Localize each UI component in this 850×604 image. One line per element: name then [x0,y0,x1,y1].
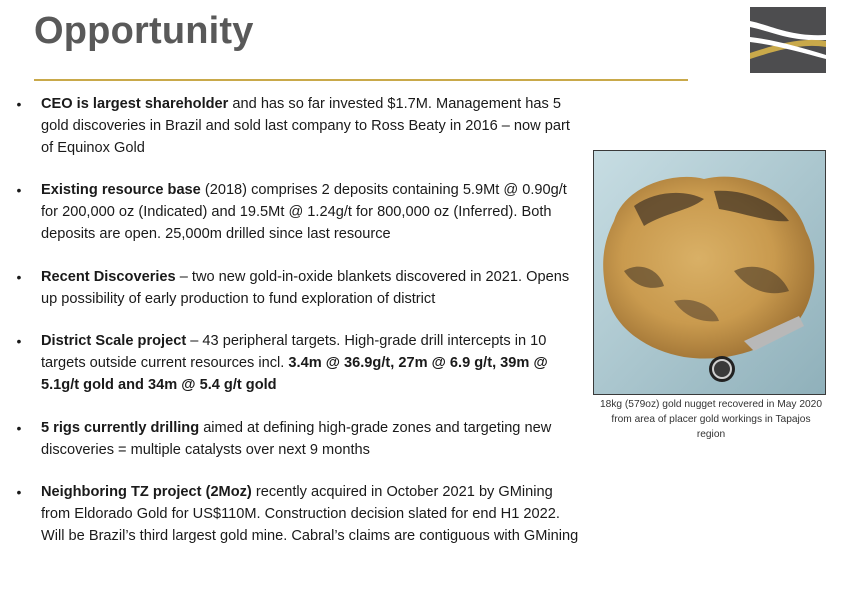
bullet-heading: 5 rigs currently drilling [41,419,200,436]
bullet-list [14,94,582,569]
bullet-rigs-drilling [14,418,582,462]
photo-caption: 18kg (579oz) gold nugget recovered in May 2020 from area of placer gold workings in Tapajos region [599,399,822,440]
bullet-heading: Neighboring TZ project (2Moz) [41,484,252,501]
bullet-text: and has so far invested $1.7M. Management has 5 gold discoveries in Brazil and sold last company to Ross Beaty in 2016 – now part of Equinox Gold [41,96,570,156]
bullet-heading: Recent Discoveries [41,268,176,285]
bullet-heading: District Scale project [41,333,187,350]
title-underline [34,79,688,81]
bullet-text: – two new gold-in-oxide blankets discovered in 2021. Opens up possibility of early production to fund exploration of district [41,268,570,307]
company-logo-icon [750,7,826,73]
bullet-tz-project [14,482,582,547]
gold-nugget-photo [593,150,826,395]
slide-title: Opportunity [34,10,254,52]
bullet-marker: • [16,484,22,501]
bullet-district-scale [14,331,582,396]
bullet-text: (2018) comprises 2 deposits containing 5.9Mt @ 0.90g/t for 200,000 oz (Indicated) and 19.5Mt @ 1.24g/t for 800,000 oz (Inferred). Both deposits are open. 25,000m drilled since last resource [41,182,567,242]
bullet-marker: • [16,268,22,285]
bullet-text: recently acquired in October 2021 by GMining from Eldorado Gold for US$110M. Construction decision slated for end H1 2022. Will be Brazil’s third largest gold mine. Cabral’s claims are contiguous with GMining [41,484,579,544]
bullet-marker: • [16,182,22,199]
gold-nugget-image-icon [594,151,826,395]
bullet-resource-base [14,180,582,245]
bullet-highlight: 3.4m @ 36.9g/t, 27m @ 6.9 g/t, 39m @ 5.1g/t gold and 34m @ 5.4 g/t gold [41,355,548,393]
bullet-heading: CEO is largest shareholder [41,96,229,112]
bullet-text: – 43 peripheral targets. High-grade drill intercepts in 10 targets outside current resources incl. [41,333,547,372]
bullet-recent-discoveries [14,267,582,311]
bullet-marker: • [16,419,22,436]
bullet-marker: • [16,333,22,350]
bullet-heading: Existing resource base [41,182,201,199]
bullet-marker: • [16,96,22,112]
bullet-text: aimed at defining high-grade zones and targeting new discoveries = multiple catalysts over next 9 months [41,419,552,458]
bullet-ceo-shareholder [14,94,582,159]
